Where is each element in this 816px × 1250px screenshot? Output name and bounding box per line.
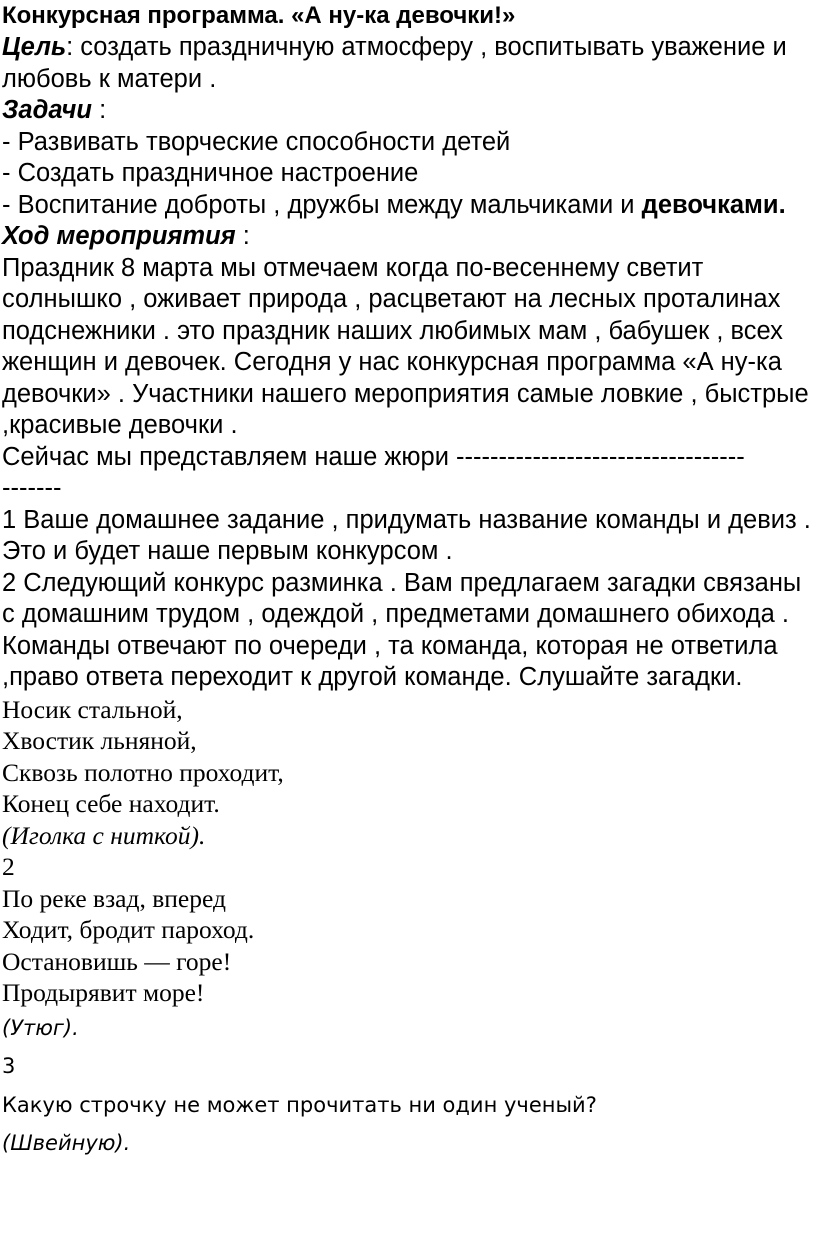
riddle-line: Остановишь — горе! bbox=[2, 946, 232, 976]
riddle-number: 3 bbox=[2, 1054, 16, 1078]
course-label: Ход мероприятия bbox=[2, 222, 236, 250]
riddle-line: Носик стальной, bbox=[2, 694, 183, 724]
riddle-line: Сквозь полотно проходит, bbox=[2, 757, 284, 787]
tasks-colon: : bbox=[92, 96, 107, 124]
course-colon: : bbox=[235, 222, 250, 250]
task-item-bold: девочками. bbox=[641, 190, 786, 219]
riddle-question: Какую строчку не может прочитать ни один ученый? bbox=[2, 1092, 597, 1117]
riddle-number: 2 bbox=[2, 852, 15, 881]
riddle-1 bbox=[2, 694, 814, 852]
intro-paragraph: Праздник 8 марта мы отмечаем когда по-весеннему светит солнышко , оживает природа , расцветают на лесных проталинах подснежники . это праздник наших любимых мам , бабушек , всех женщин и девочек. Сегодня у нас конкурсная программа «А ну-ка девочки» . Участники нашего мероприятия самые ловкие , быстрые ,красивые девочки . bbox=[2, 253, 809, 439]
document-page bbox=[2, 0, 814, 1163]
goal-label: Цель bbox=[2, 33, 67, 61]
task-item: - Развивать творческие способности детей bbox=[2, 127, 511, 156]
task-item-text: - Воспитание доброты , дружбы между мальчиками и bbox=[2, 190, 642, 219]
course-heading bbox=[2, 221, 814, 253]
task-item: - Создать праздничное настроение bbox=[2, 159, 419, 187]
tasks-heading bbox=[2, 95, 814, 127]
riddle-line: По реке взад, вперед bbox=[2, 883, 226, 913]
jury-line: Сейчас мы представляем наше жюри ---------------------------------- bbox=[2, 442, 745, 471]
riddle-line: Конец себе находит. bbox=[2, 789, 220, 818]
task-item bbox=[2, 190, 814, 222]
contest-2-paragraph: 2 Следующий конкурс разминка . Вам предлагаем загадки связаны с домашним трудом , одеждой , предметами домашнего обихода . Команды отвечают по очереди , та команда, которая не ответила ,право ответа переходит к другой команде. Слушайте загадки. bbox=[2, 568, 802, 691]
contest-1-paragraph: 1 Ваше домашнее задание , придумать название команды и девиз . Это и будет наше первым конкурсом . bbox=[2, 505, 811, 565]
goal-text: : создать праздничную атмосферу , воспитывать уважение и любовь к матери . bbox=[2, 33, 787, 93]
riddle-3 bbox=[2, 1047, 814, 1163]
riddle-answer: (Швейную). bbox=[2, 1131, 131, 1155]
tasks-label: Задачи bbox=[2, 96, 92, 124]
riddle-2 bbox=[2, 851, 814, 1047]
riddle-answer: (Утюг). bbox=[2, 1015, 79, 1040]
jury-dashes: ------- bbox=[2, 474, 62, 502]
document-title: Конкурсная программа. «А ну-ка девочки!» bbox=[2, 2, 516, 29]
riddle-answer: (Иголка с ниткой). bbox=[2, 820, 206, 850]
riddle-line: Ходит, бродит пароход. bbox=[2, 915, 255, 944]
goal-paragraph bbox=[2, 32, 814, 95]
riddle-line: Продырявит море! bbox=[2, 978, 205, 1007]
riddle-line: Хвостик льняной, bbox=[2, 726, 197, 755]
